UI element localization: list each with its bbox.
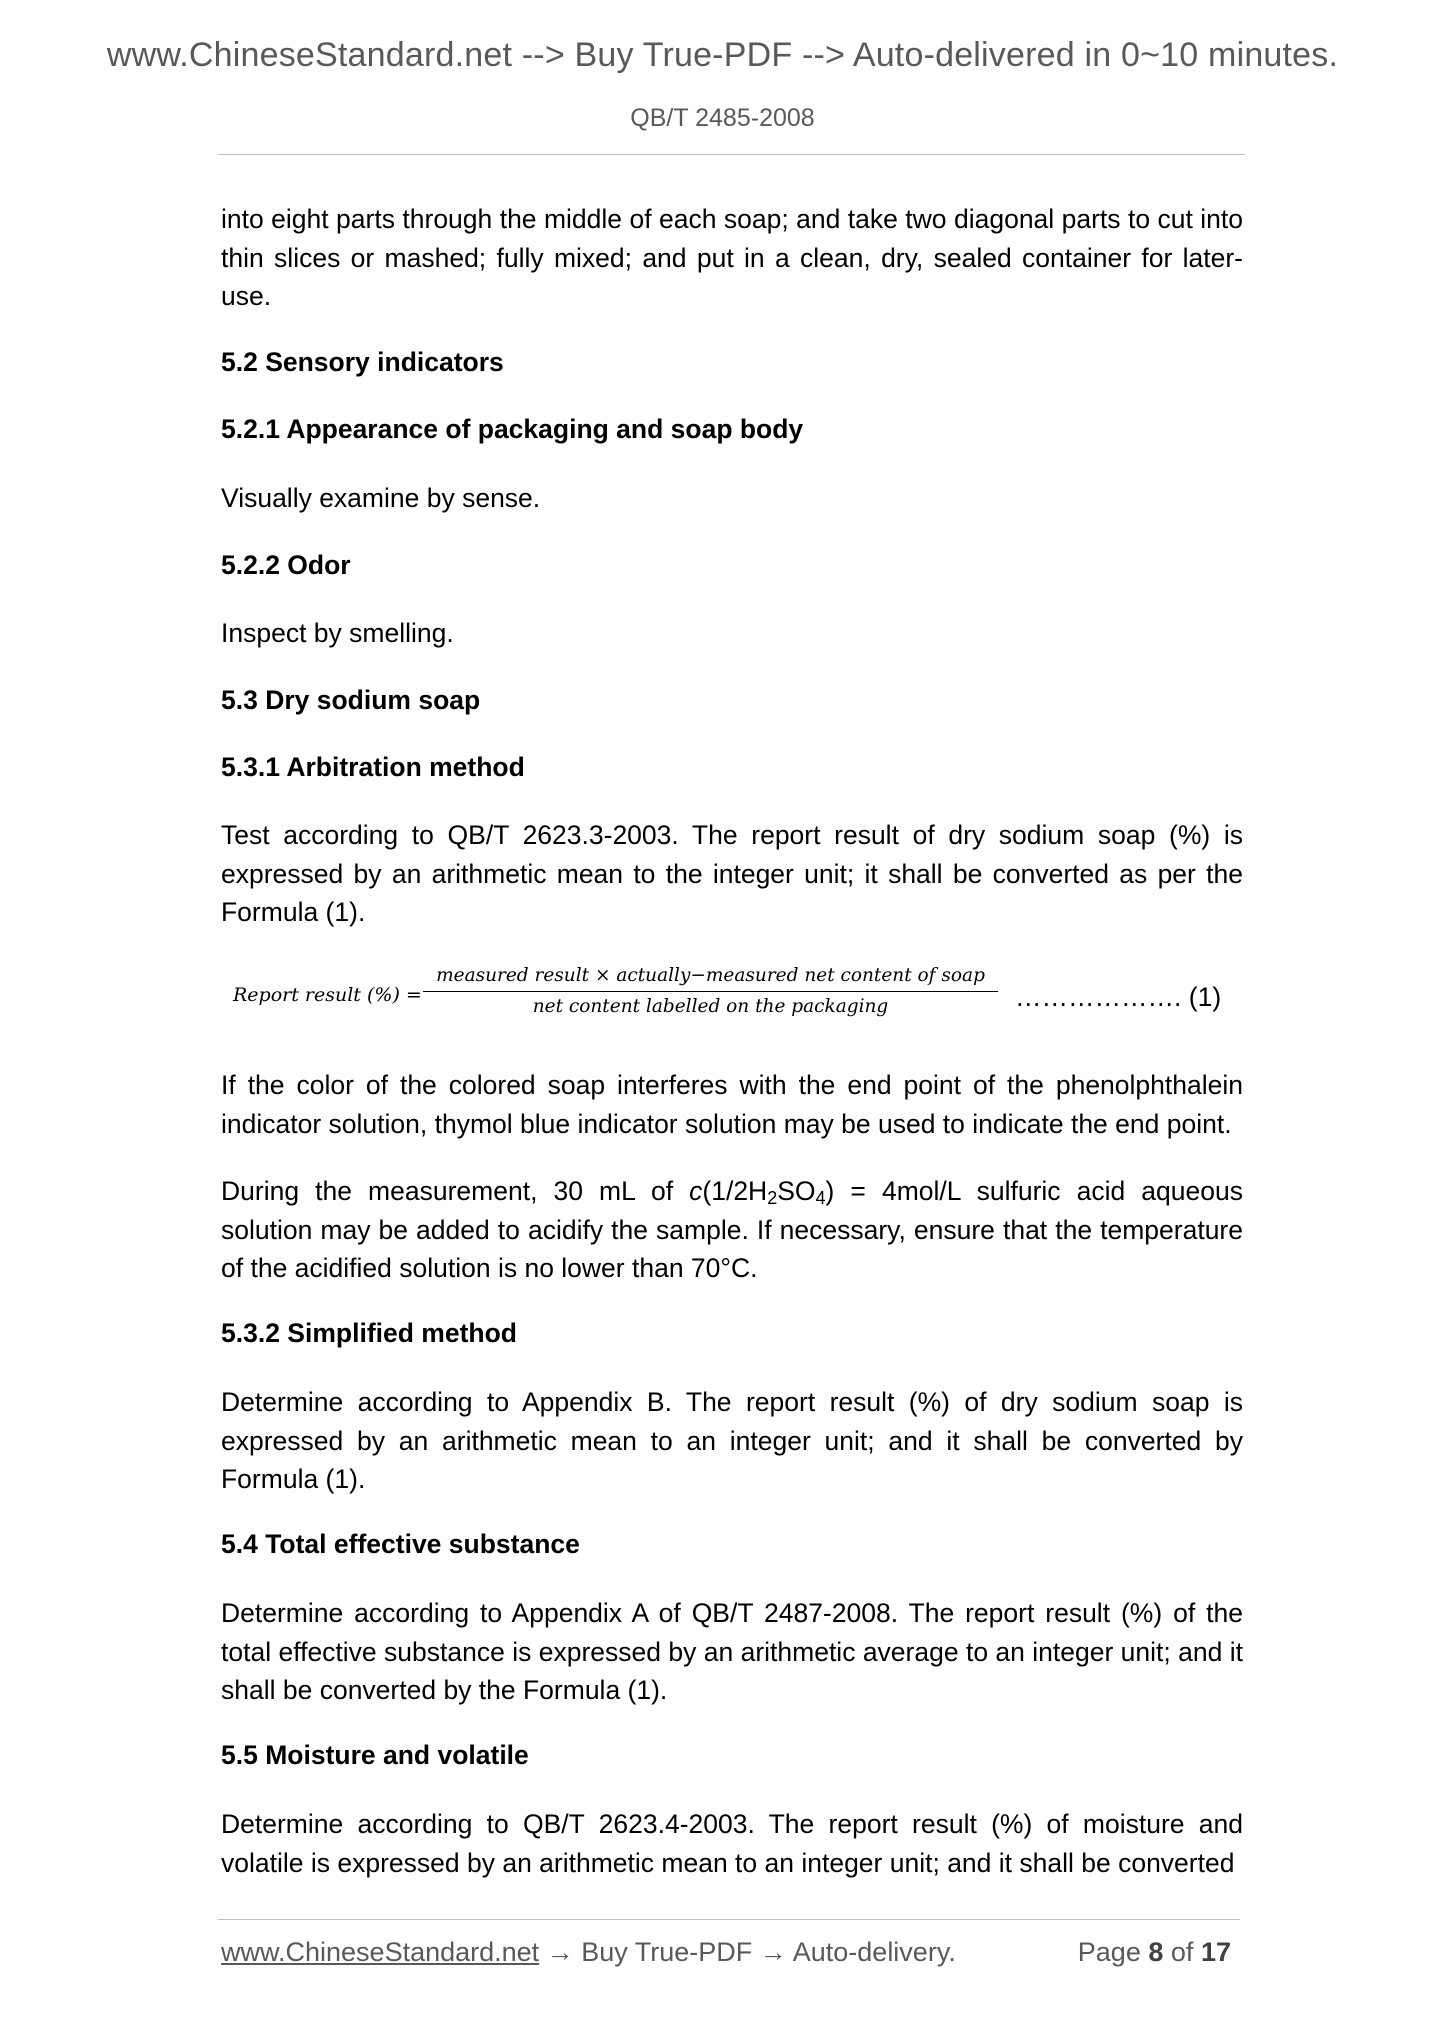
- formula-denominator: net content labelled on the packaging: [532, 996, 889, 1017]
- paragraph-indicator-color: If the color of the colored soap interferes with the end point of the phenolphthalein indicator solution, thymol blue indicator solution may be used to indicate the end point.: [221, 1070, 1243, 1139]
- paragraph-5-3-2: Determine according to Appendix B. The report result (%) of dry sodium soap is expressed by an arithmetic mean to an integer unit; and it shall be converted by Formula (1).: [221, 1387, 1243, 1494]
- heading-5-2-2: 5.2.2 Odor: [221, 550, 351, 580]
- top-banner[interactable]: www.ChineseStandard.net --> Buy True-PDF --> Auto-delivered in 0~10 minutes.: [106, 36, 1339, 74]
- formula-so: SO: [777, 1176, 816, 1206]
- heading-5-3: 5.3 Dry sodium soap: [221, 685, 481, 715]
- paragraph-5-3-1: Test according to QB/T 2623.3-2003. The report result of dry sodium soap (%) is expressed by an arithmetic mean to the integer unit; it shall be converted as per the Formula (1).: [221, 820, 1243, 927]
- footer-tagline: → Buy True-PDF → Auto-delivery.: [539, 1937, 956, 1967]
- formula-number: [1015, 982, 1221, 1013]
- document-code: QB/T 2485-2008: [630, 104, 815, 132]
- footer-divider: [218, 1919, 1240, 1920]
- formula-numerator: measured result × actually−measured net content of soap: [436, 965, 985, 986]
- formula-1: [233, 962, 1243, 1032]
- intro-paragraph: into eight parts through the middle of each soap; and take two diagonal parts to cut into thin slices or mashed; fully mixed; and put in a clean, dry, sealed container for later-use.: [221, 204, 1243, 311]
- footer-left: [221, 1937, 956, 1968]
- formula-open: (1/2H: [702, 1176, 768, 1206]
- heading-5-3-2: 5.3.2 Simplified method: [221, 1318, 517, 1348]
- measurement-text-pre: During the measurement, 30 mL of: [221, 1176, 690, 1206]
- heading-5-3-1: 5.3.1 Arbitration method: [221, 752, 525, 782]
- measurement-text-post: ) = 4mol/L sulfuric acid aqueous solution may be added to acidify the sample. If necessary, ensure that the temperature of the acidified solution is no lower than 70°C.: [221, 1176, 1243, 1283]
- paragraph-5-2-2: Inspect by smelling.: [221, 618, 454, 648]
- page-total: 17: [1200, 1937, 1231, 1967]
- heading-5-2: 5.2 Sensory indicators: [221, 347, 504, 377]
- subscript-4: 4: [815, 1188, 826, 1208]
- formula-lhs: Report result (%) =: [233, 984, 422, 1006]
- fraction-bar: [423, 991, 998, 992]
- concentration-symbol: c: [689, 1176, 703, 1206]
- formula-dot-leader: ……………….: [1015, 982, 1182, 1012]
- page-word: Page: [1077, 1937, 1141, 1967]
- heading-5-2-1: 5.2.1 Appearance of packaging and soap body: [221, 414, 804, 444]
- paragraph-5-2-1: Visually examine by sense.: [221, 483, 541, 513]
- paragraph-5-5: Determine according to QB/T 2623.4-2003. The report result (%) of moisture and volatile is expressed by an arithmetic mean to an integer unit; and it shall be converted: [221, 1809, 1243, 1878]
- header-divider: [218, 154, 1245, 155]
- formula-label: (1): [1188, 982, 1222, 1012]
- of-word: of: [1170, 1937, 1194, 1967]
- footer-link[interactable]: www.ChineseStandard.net: [221, 1937, 540, 1967]
- formula-fraction: [423, 962, 998, 1020]
- heading-5-5: 5.5 Moisture and volatile: [221, 1740, 529, 1770]
- heading-5-4: 5.4 Total effective substance: [221, 1529, 580, 1559]
- page-number: 8: [1148, 1937, 1164, 1967]
- paragraph-measurement: [221, 1172, 1243, 1288]
- page-indicator: [1078, 1937, 1231, 1968]
- paragraph-5-4: Determine according to Appendix A of QB/T 2487-2008. The report result (%) of the total effective substance is expressed by an arithmetic average to an integer unit; and it shall be converted by the Formula (1).: [221, 1598, 1243, 1705]
- subscript-2: 2: [767, 1188, 778, 1208]
